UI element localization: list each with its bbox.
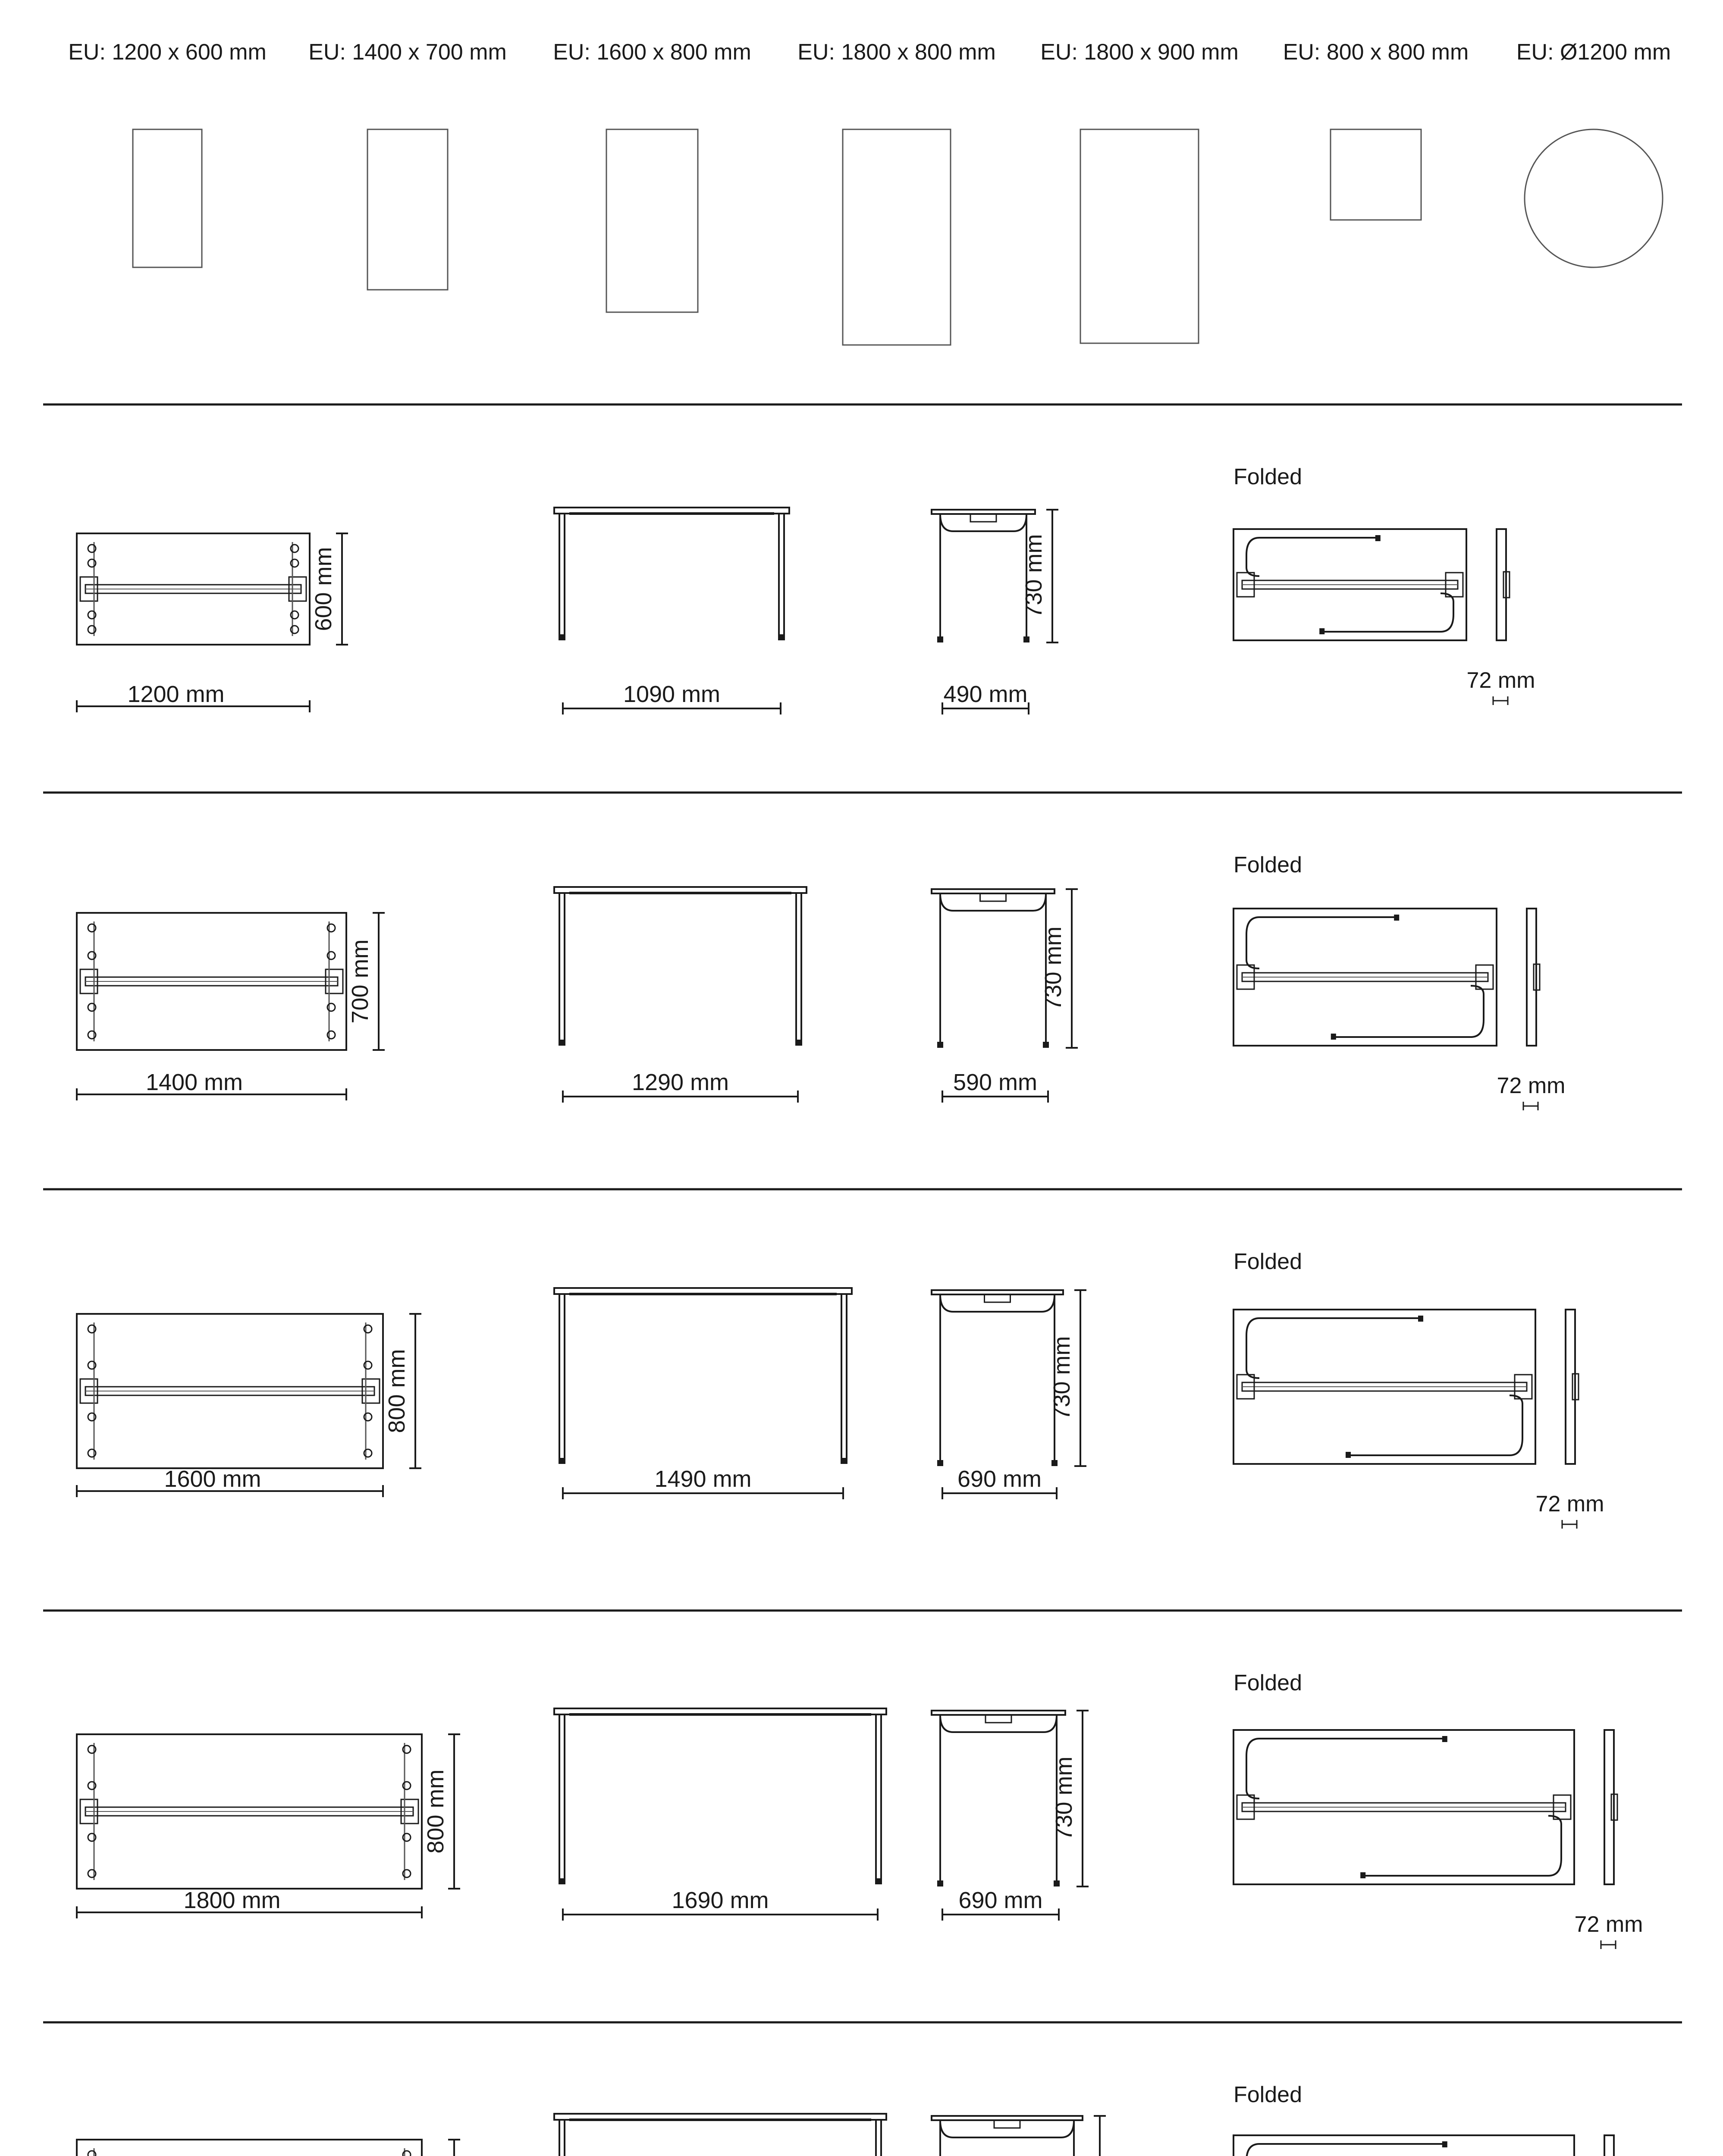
size-option [1040, 40, 1239, 343]
size-option [797, 40, 996, 345]
rail-bracket [985, 1294, 1011, 1302]
leg-frame [940, 2120, 1074, 2137]
rect-top-outline [133, 129, 202, 267]
folded-label: Folded [1233, 1249, 1302, 1274]
dimension-label: 1600 mm [164, 1466, 261, 1492]
tabletop-outline [77, 2140, 422, 2156]
foot [1043, 1042, 1049, 1048]
horizontal-dimension [77, 681, 310, 712]
round-top-outline [1525, 129, 1663, 267]
tabletop-outline [1233, 2135, 1574, 2156]
table-size-row [77, 852, 1565, 1110]
rect-top-outline [843, 129, 951, 345]
top-view [77, 1734, 422, 1889]
folded-profile [1566, 1310, 1575, 1464]
foot [937, 1042, 943, 1048]
leg-frame [940, 1715, 1057, 1732]
foot [841, 1458, 847, 1464]
dimension-label: 1090 mm [623, 681, 721, 707]
folded-leg [1246, 1318, 1421, 1378]
size-label: EU: 1800 x 900 mm [1040, 40, 1239, 65]
vertical-dimension [423, 1734, 460, 1889]
folded-leg [1363, 1816, 1561, 1876]
dimension-label: 590 mm [953, 1069, 1038, 1095]
dimension-label: 1690 mm [672, 1887, 769, 1913]
folded-side-view [1527, 909, 1540, 1046]
size-label: EU: 1600 x 800 mm [553, 40, 751, 65]
table-size-row [77, 2082, 1643, 2156]
horizontal-dimension [942, 1466, 1057, 1499]
dimension-label: 730 mm [1021, 534, 1047, 618]
rect-top-outline [606, 129, 698, 312]
thickness-dimension [1523, 1102, 1538, 1110]
size-label: EU: 1200 x 600 mm [68, 40, 267, 65]
folded-profile [1527, 909, 1536, 1046]
side-view [932, 1711, 1065, 1887]
folded-top-view [1233, 529, 1466, 640]
folded-label: Folded [1233, 1670, 1302, 1695]
leg-frame [940, 893, 1046, 911]
dimension-label: 730 mm [1051, 1756, 1077, 1841]
foot [1418, 1316, 1423, 1322]
folded-top-view [1233, 2135, 1574, 2156]
dimension-label: 800 mm [423, 1769, 449, 1854]
top-view [77, 1314, 383, 1468]
vertical-dimension [347, 913, 385, 1050]
foot [1375, 535, 1381, 541]
table-size-row [77, 1249, 1604, 1529]
foot [559, 1458, 565, 1464]
foot [875, 1878, 882, 1884]
dimension-label: 1400 mm [145, 1069, 243, 1095]
table-size-row [77, 464, 1535, 714]
horizontal-dimension [77, 1069, 346, 1100]
top-view [77, 533, 310, 645]
top-view [77, 913, 346, 1050]
folded-thickness-label: 72 mm [1466, 668, 1535, 693]
size-option [1516, 40, 1671, 267]
dimension-label: 600 mm [311, 547, 336, 631]
size-option [68, 40, 267, 267]
rail-bracket [970, 514, 996, 522]
folded-leg [1246, 917, 1397, 968]
horizontal-dimension [563, 1069, 798, 1103]
size-label: EU: Ø1200 mm [1516, 40, 1671, 65]
dimension-label: 730 mm [1049, 1336, 1075, 1420]
horizontal-dimension [942, 681, 1029, 714]
thickness-dimension [1562, 1520, 1577, 1529]
folded-top-view [1233, 1730, 1574, 1884]
side-view [932, 889, 1055, 1048]
folded-leg [1348, 1395, 1522, 1455]
folded-profile [1604, 2135, 1614, 2156]
foot [1442, 2141, 1447, 2147]
foot [1331, 1034, 1336, 1040]
folded-leg [1322, 593, 1453, 632]
folded-side-view [1604, 1730, 1617, 1884]
size-label: EU: 1800 x 800 mm [797, 40, 996, 65]
folded-label: Folded [1233, 464, 1302, 489]
rail-bracket [994, 2120, 1020, 2128]
horizontal-dimension [77, 1887, 422, 1918]
folded-thickness-label: 72 mm [1535, 1492, 1604, 1517]
dimension-label: 1290 mm [631, 1069, 729, 1095]
horizontal-dimension [563, 1887, 878, 1921]
thickness-dimension [1493, 696, 1508, 705]
size-label: EU: 1400 x 700 mm [308, 40, 507, 65]
folded-profile [1497, 529, 1506, 640]
foot [1442, 1736, 1447, 1742]
dimension-label: 700 mm [347, 939, 373, 1024]
folded-leg [1246, 1739, 1445, 1799]
foot [559, 1040, 565, 1046]
rect-top-outline [1080, 129, 1199, 343]
horizontal-dimension [563, 1466, 843, 1499]
front-view [554, 887, 807, 1046]
dimension-label: 1490 mm [654, 1466, 752, 1492]
folded-leg [1334, 986, 1484, 1037]
folded-side-view [1604, 2135, 1617, 2156]
dimension-label: 730 mm [1040, 926, 1066, 1011]
folded-thickness-label: 72 mm [1497, 1073, 1566, 1098]
foot [1319, 628, 1324, 634]
dimension-label: 490 mm [943, 681, 1028, 707]
thickness-dimension [1601, 1940, 1616, 1949]
folded-leg [1246, 538, 1378, 576]
foot [778, 634, 785, 640]
size-option [553, 40, 751, 312]
leg-frame [940, 1294, 1055, 1312]
horizontal-dimension [942, 1887, 1059, 1921]
vertical-dimension [384, 1314, 421, 1468]
foot [559, 634, 565, 640]
foot [937, 1460, 943, 1466]
folded-side-view [1566, 1310, 1579, 1464]
top-view [77, 2140, 422, 2156]
front-view [554, 1288, 852, 1464]
side-view [932, 2116, 1083, 2156]
foot [1346, 1452, 1351, 1458]
side-view [932, 1290, 1063, 1466]
dimension-label: 690 mm [957, 1466, 1042, 1492]
dimension-label: 800 mm [384, 1349, 410, 1433]
foot [1360, 1872, 1365, 1878]
foot [1023, 636, 1029, 642]
horizontal-dimension [942, 1069, 1048, 1103]
rail-bracket [980, 893, 1006, 901]
front-view [554, 1708, 886, 1884]
foot [1054, 1880, 1060, 1887]
foot [937, 636, 943, 642]
dimension-label: 1800 mm [183, 1887, 281, 1913]
vertical-dimension [423, 2140, 460, 2156]
side-view [932, 510, 1035, 642]
folded-thickness-label: 72 mm [1574, 1912, 1643, 1937]
size-label: EU: 800 x 800 mm [1283, 40, 1469, 65]
folded-top-view [1233, 909, 1497, 1046]
dimension-label: 690 mm [958, 1887, 1043, 1913]
front-view [554, 2114, 886, 2156]
size-option [308, 40, 507, 290]
foot [937, 1880, 943, 1887]
front-view [554, 508, 789, 640]
horizontal-dimension [77, 1466, 383, 1497]
folded-profile [1604, 1730, 1614, 1884]
folded-leg [1246, 2144, 1445, 2156]
rect-top-outline [367, 129, 448, 290]
folded-top-view [1233, 1310, 1535, 1464]
foot [1051, 1460, 1058, 1466]
dimension-label: 1200 mm [127, 681, 225, 707]
square-top-outline [1331, 129, 1421, 220]
vertical-dimension [311, 533, 348, 645]
foot [1394, 915, 1399, 921]
foot [559, 1878, 565, 1884]
leg-frame [940, 514, 1026, 531]
folded-label: Folded [1233, 852, 1302, 877]
size-overview [68, 40, 1671, 345]
foot [795, 1040, 802, 1046]
rail-bracket [985, 1715, 1011, 1723]
folded-label: Folded [1233, 2082, 1302, 2107]
horizontal-dimension [563, 681, 781, 714]
folded-side-view [1497, 529, 1510, 640]
table-size-row [77, 1670, 1643, 1949]
size-option [1283, 40, 1469, 220]
